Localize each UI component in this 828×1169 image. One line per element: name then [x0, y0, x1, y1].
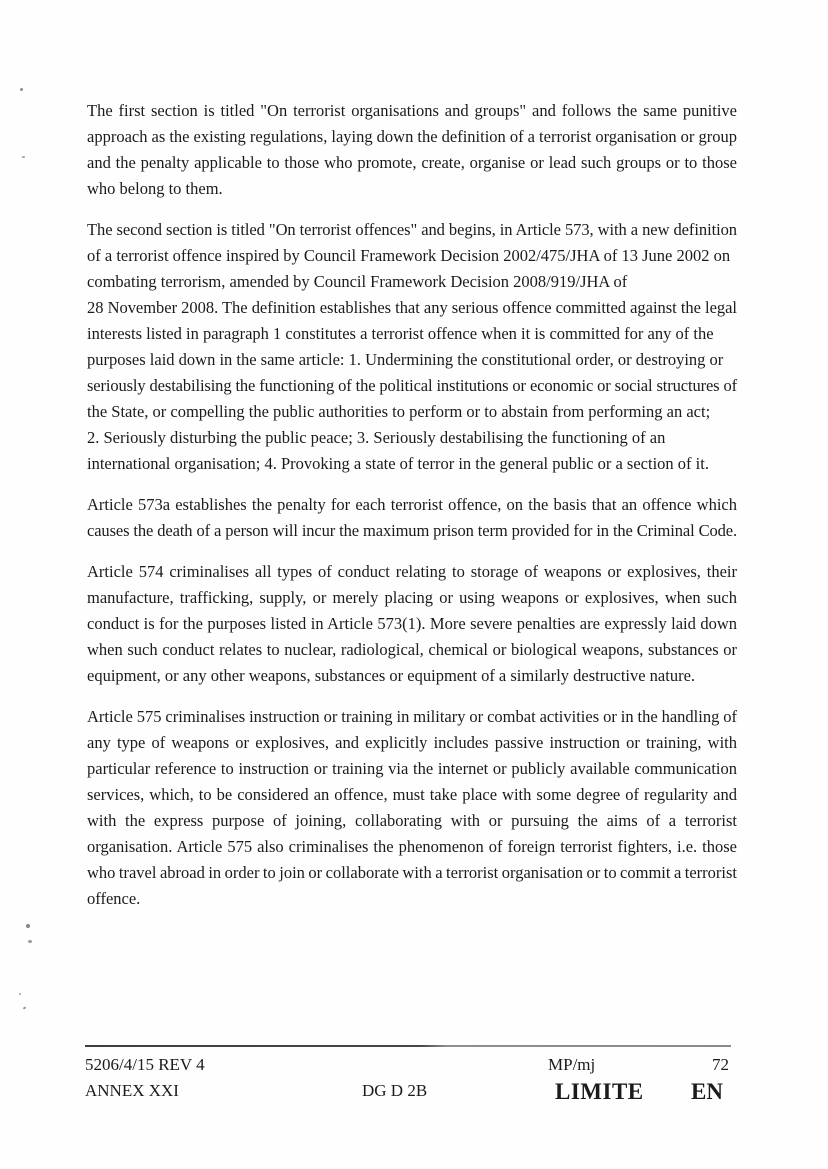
- classification-marking: LIMITE: [555, 1079, 644, 1104]
- text-line: who travel abroad in order to join or collaborate with a terrorist organisation or to commit a terrorist: [87, 863, 737, 882]
- text-line: manufacture, trafficking, supply, or merely placing or using weapons or explosives, when such: [87, 588, 737, 607]
- drafter-initials: MP/mj: [548, 1055, 596, 1074]
- text-line: organisation. Article 575 also criminalises the phenomenon of foreign terrorist fighters, i.e. those: [87, 837, 737, 856]
- text-line: the State, or compelling the public authorities to perform or to abstain from performing an act;: [87, 402, 711, 421]
- scan-speck: [26, 924, 30, 928]
- text-line: offence.: [87, 889, 141, 908]
- language-code: EN: [691, 1079, 723, 1104]
- text-line: equipment, or any other weapons, substances or equipment of a similarly destructive nature.: [87, 666, 696, 685]
- text-line: 2. Seriously disturbing the public peace; 3. Seriously destabilising the functioning of an: [87, 428, 666, 447]
- paragraph: [87, 559, 737, 689]
- text-line: combating terrorism, amended by Council Framework Decision 2008/919/JHA of: [87, 272, 628, 291]
- scan-speck: [20, 88, 24, 92]
- footer-row-1: [85, 1052, 731, 1078]
- scan-speck: [19, 993, 21, 995]
- document-body: [87, 98, 737, 927]
- document-reference: 5206/4/15 REV 4: [85, 1055, 205, 1074]
- footer-rule: [85, 1045, 731, 1047]
- scan-speck: [28, 940, 32, 943]
- paragraph: [87, 217, 737, 477]
- text-line: conduct is for the purposes listed in Article 573(1). More severe penalties are expressly laid down: [87, 614, 737, 633]
- text-line: particular reference to instruction or training via the internet or publicly available communication: [87, 759, 737, 778]
- text-line: services, which, to be considered an offence, must take place with some degree of regularity and: [87, 785, 737, 804]
- text-line: of a terrorist offence inspired by Council Framework Decision 2002/475/JHA of 13 June 2002 on: [87, 246, 731, 265]
- text-line: who belong to them.: [87, 179, 223, 198]
- text-line: with the express purpose of joining, collaborating with or pursuing the aims of a terrorist: [87, 811, 737, 830]
- paragraph: [87, 98, 737, 202]
- text-line: Article 574 criminalises all types of conduct relating to storage of weapons or explosives, their: [87, 562, 737, 581]
- text-line: when such conduct relates to nuclear, radiological, chemical or biological weapons, substances or: [87, 640, 737, 659]
- scan-speck: [22, 156, 25, 158]
- text-line: interests listed in paragraph 1 constitutes a terrorist offence when it is committed for any of the: [87, 324, 714, 343]
- text-line: any type of weapons or explosives, and explicitly includes passive instruction or training, with: [87, 733, 737, 752]
- text-line: international organisation; 4. Provoking a state of terror in the general public or a section of it.: [87, 454, 709, 473]
- text-line: causes the death of a person will incur the maximum prison term provided for in the Criminal Code.: [87, 521, 737, 540]
- text-line: purposes laid down in the same article: 1. Undermining the constitutional order, or destroying or: [87, 350, 724, 369]
- text-line: seriously destabilising the functioning of the political institutions or economic or social structures of: [87, 376, 737, 395]
- directorate-label: DG D 2B: [362, 1081, 428, 1100]
- page-number: 72: [712, 1055, 729, 1074]
- scan-speck: [23, 1006, 27, 1009]
- text-line: approach as the existing regulations, laying down the definition of a terrorist organisation or group: [87, 127, 737, 146]
- annex-label: ANNEX XXI: [85, 1081, 179, 1100]
- text-line: 28 November 2008. The definition establishes that any serious offence committed against the legal: [87, 298, 737, 317]
- text-line: The second section is titled "On terrorist offences" and begins, in Article 573, with a new definition: [87, 220, 737, 239]
- text-line: The first section is titled "On terrorist organisations and groups" and follows the same punitive: [87, 101, 737, 120]
- paragraph: [87, 492, 737, 544]
- paragraph: [87, 704, 737, 912]
- text-line: Article 573a establishes the penalty for each terrorist offence, on the basis that an offence which: [87, 495, 737, 514]
- text-line: Article 575 criminalises instruction or training in military or combat activities or in the handling of: [87, 707, 737, 726]
- text-line: and the penalty applicable to those who promote, create, organise or lead such groups or to those: [87, 153, 737, 172]
- page-footer: [85, 1045, 731, 1108]
- footer-row-2: [85, 1078, 731, 1108]
